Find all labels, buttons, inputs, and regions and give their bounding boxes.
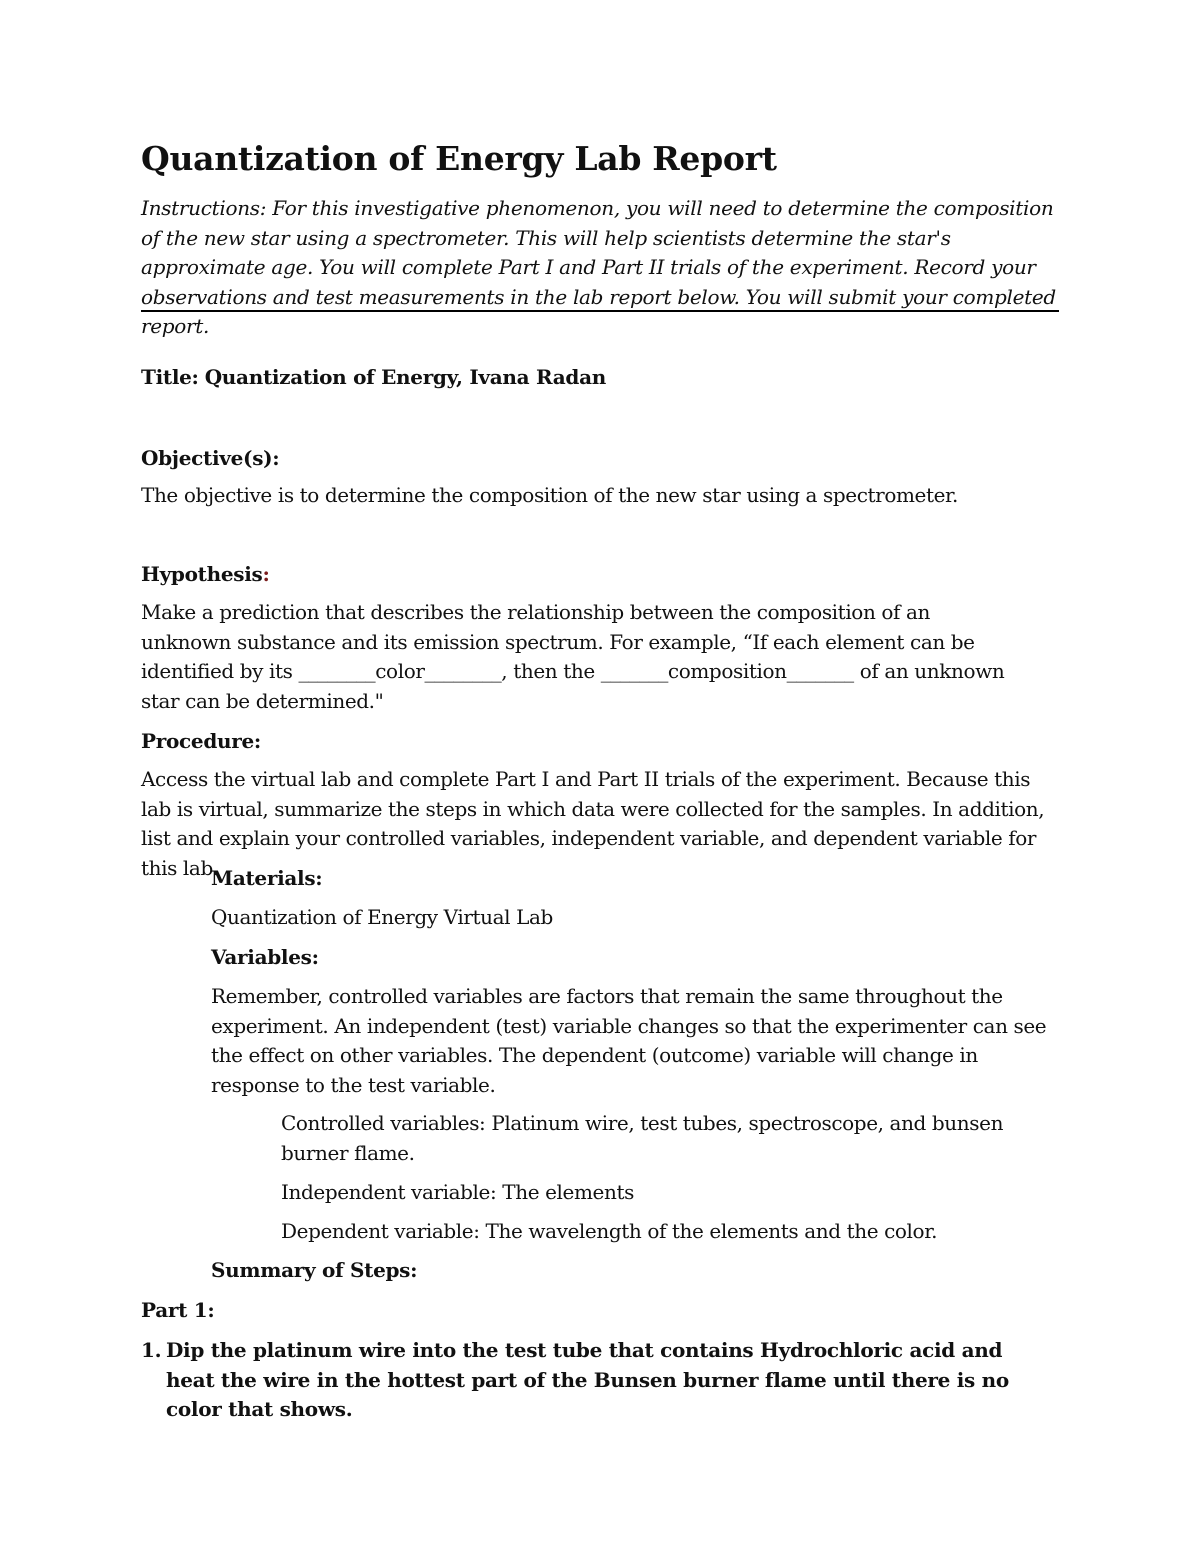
part1-heading: Part 1:: [141, 1298, 215, 1322]
procedure-text: Access the virtual lab and complete Part I and Part II trials of the experiment. Because this lab is virtual, summarize the steps in which data were collected for the samples. In addition, list and explain your controlled variables, independent variable, and dependent variable for this lab.: [141, 767, 1045, 880]
variables-heading: Variables:: [211, 945, 319, 969]
materials-heading: Materials:: [211, 866, 323, 890]
hypothesis-heading: [141, 562, 270, 586]
hypothesis-heading-label: Hypothesis: [141, 562, 263, 586]
report-title: [141, 365, 606, 389]
hypothesis-heading-colon: :: [262, 562, 270, 586]
report-title-value: Quantization of Energy, Ivana Radan: [204, 365, 606, 389]
independent-variable: Independent variable: The elements: [281, 1180, 634, 1204]
procedure-heading: Procedure:: [141, 729, 261, 753]
step-number: 1.: [141, 1338, 162, 1362]
document-title: Quantization of Energy Lab Report: [141, 139, 777, 178]
horizontal-rule: [141, 310, 1059, 312]
part1-step-1: [141, 1336, 1041, 1425]
summary-heading: Summary of Steps:: [211, 1258, 418, 1282]
dependent-variable: Dependent variable: The wavelength of the elements and the color.: [281, 1219, 938, 1243]
materials-text: Quantization of Energy Virtual Lab: [211, 905, 553, 929]
instructions-text: Instructions: For this investigative phenomenon, you will need to determine the composition of the new star using a spectrometer. This will help scientists determine the star's approximate age. You will complete Part I and Part II trials of the experiment. Record your observations and test measurements in the lab report below. You will submit your completed report.: [141, 196, 1056, 338]
objective-text: The objective is to determine the composition of the new star using a spectrometer.: [141, 483, 958, 507]
objective-heading: Objective(s):: [141, 446, 280, 470]
report-title-label: Title:: [141, 365, 199, 389]
hypothesis-text: Make a prediction that describes the relationship between the composition of an unknown substance and its emission spectrum. For example, “If each element can be identified by its ________color________, then the _______composition_______ of an unknown star can be determined.": [141, 600, 1005, 713]
variables-text: Remember, controlled variables are factors that remain the same throughout the experiment. An independent (test) variable changes so that the experimenter can see the effect on other variables. The dependent (outcome) variable will change in response to the test variable.: [211, 984, 1047, 1097]
step-text: Dip the platinum wire into the test tube that contains Hydrochloric acid and heat the wire in the hottest part of the Bunsen burner flame until there is no color that shows.: [166, 1338, 1009, 1421]
controlled-variables: Controlled variables: Platinum wire, test tubes, spectroscope, and bunsen burner flame.: [281, 1111, 1004, 1165]
